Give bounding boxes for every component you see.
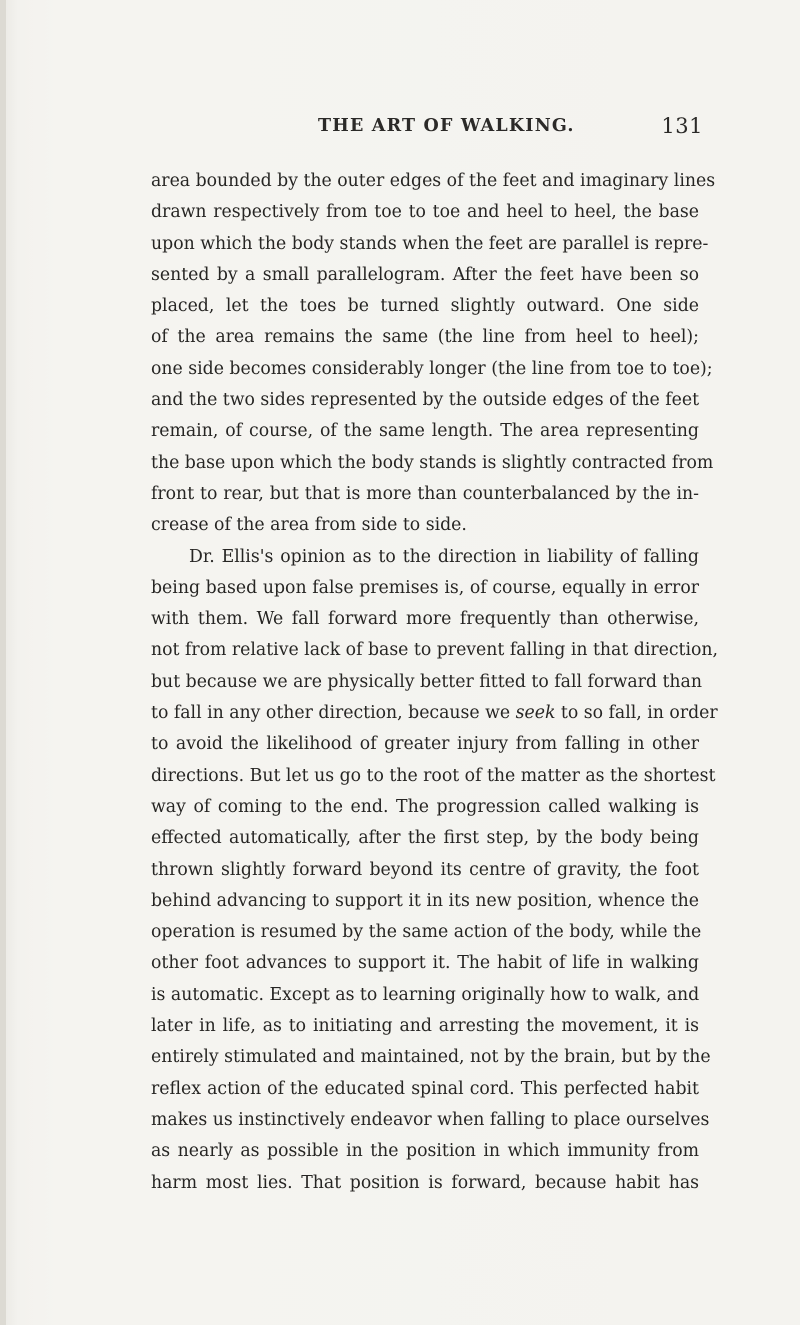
body-text xyxy=(151,166,719,1199)
text-line: but because we are physically better fitted to fall forward than xyxy=(151,671,702,692)
text-line: reflex action of the educated spinal cord. This perfected habit xyxy=(151,1078,699,1099)
text-line: way of coming to the end. The progression called walking is xyxy=(151,796,699,817)
text-line: other foot advances to support it. The habit of life in walking xyxy=(151,953,699,974)
text-line: later in life, as to initiating and arresting the movement, it is xyxy=(151,1016,699,1037)
text-line: directions. But let us go to the root of the matter as the shortest xyxy=(151,765,716,786)
page-number: 131 xyxy=(661,114,703,138)
text-line: placed, let the toes be turned slightly outward. One side xyxy=(151,296,699,317)
text-line: front to rear, but that is more than counterbalanced by the in- xyxy=(151,483,699,504)
running-head: THE ART OF WALKING. xyxy=(318,116,575,136)
text-line: makes us instinctively endeavor when falling to place ourselves xyxy=(151,1109,710,1130)
text-line: not from relative lack of base to prevent falling in that direction, xyxy=(151,640,719,661)
text-line: is automatic. Except as to learning originally how to walk, and xyxy=(151,984,700,1005)
text-line: thrown slightly forward beyond its centre of gravity, the foot xyxy=(151,859,699,880)
text-line: upon which the body stands when the feet are parallel is repre- xyxy=(151,233,709,254)
page-header xyxy=(0,116,800,146)
text-line: area bounded by the outer edges of the feet and imaginary lines xyxy=(151,171,716,191)
text-line: with them. We fall forward more frequently than otherwise, xyxy=(151,609,699,630)
text-line: the base upon which the body stands is slightly contracted from xyxy=(151,452,714,473)
text-line: to avoid the likelihood of greater injury from falling in other xyxy=(151,734,699,755)
text-line: of the area remains the same (the line from heel to heel); xyxy=(151,327,699,348)
text-line: being based upon false premises is, of course, equally in error xyxy=(151,577,699,598)
italic-word: seek xyxy=(515,703,556,724)
page-edge-shadow xyxy=(0,0,6,1325)
text-line: as nearly as possible in the position in which immunity from xyxy=(151,1141,699,1162)
text-line: and the two sides represented by the outside edges of the feet xyxy=(151,390,700,411)
text-line-paragraph-end: crease of the area from side to side. xyxy=(151,515,467,536)
text-line: behind advancing to support it in its new position, whence the xyxy=(151,890,699,911)
text-line-with-italic: to fall in any other direction, because we seek to so fall, in order xyxy=(151,703,718,724)
text-line-paragraph-start: Dr. Ellis's opinion as to the direction in liability of falling xyxy=(189,546,699,567)
text-line: harm most lies. That position is forward, because habit has xyxy=(151,1172,699,1193)
text-line: effected automatically, after the first step, by the body being xyxy=(151,828,699,849)
text-line: operation is resumed by the same action of the body, while the xyxy=(151,922,702,943)
text-line: one side becomes considerably longer (the line from toe to toe); xyxy=(151,358,713,379)
text-line: drawn respectively from toe to toe and heel to heel, the base xyxy=(151,202,699,223)
text-line: sented by a small parallelogram. After the feet have been so xyxy=(151,264,699,285)
text-line: remain, of course, of the same length. The area representing xyxy=(151,421,699,442)
text-line: entirely stimulated and maintained, not by the brain, but by the xyxy=(151,1047,711,1068)
